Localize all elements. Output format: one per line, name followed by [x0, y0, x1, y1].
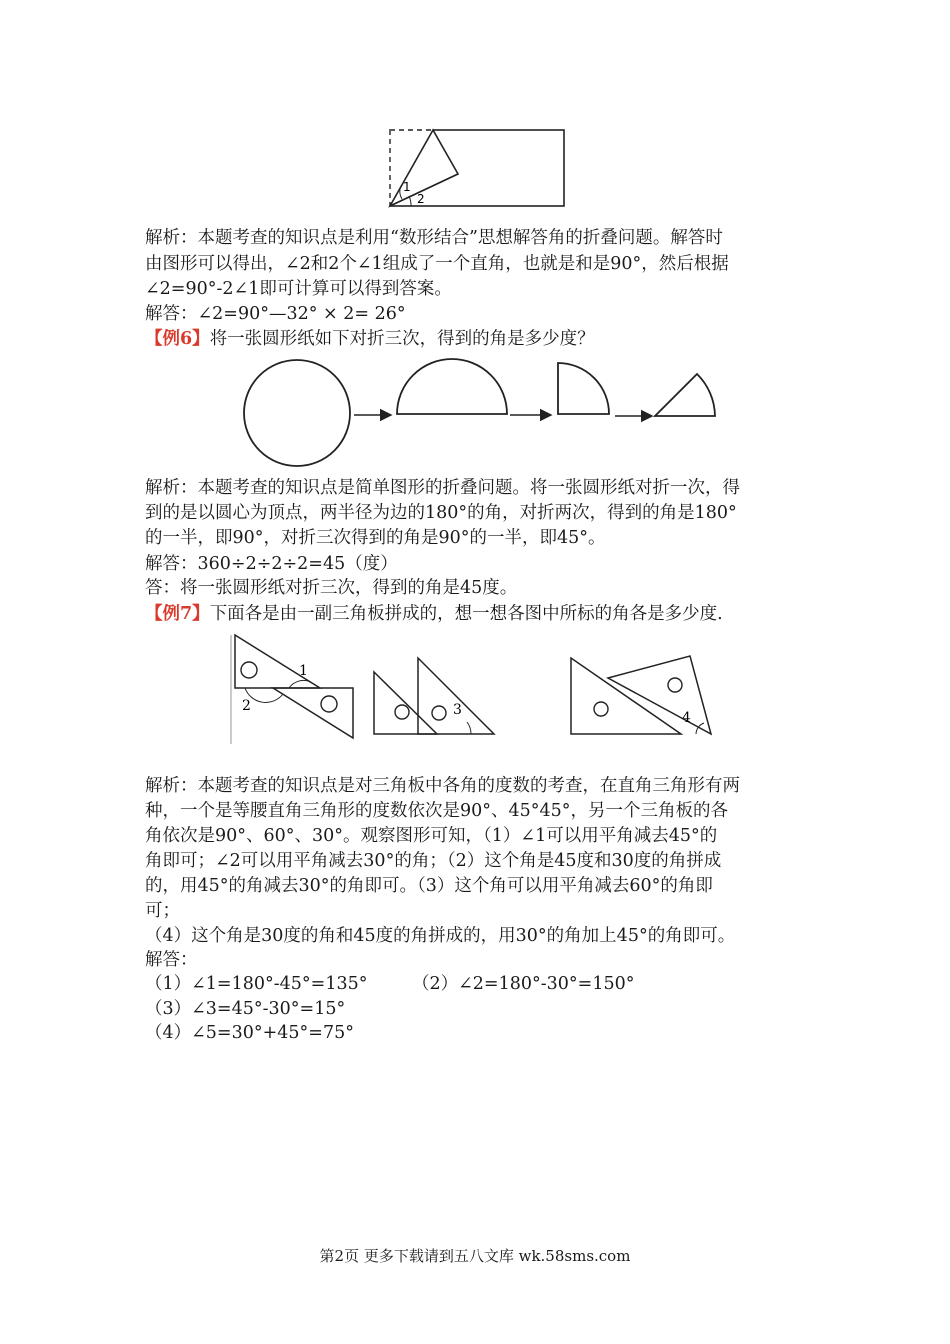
analysis-2-line-3: 的一半，即90°，对折三次得到的角是90°的一半，即45°。: [145, 528, 606, 548]
circle-folding-figure: [240, 358, 720, 470]
example-7-question: 下面各是由一副三角板拼成的，想一想各图中所标的角各是多少度.: [209, 604, 723, 624]
analysis-2-line-1: 解析：本题考查的知识点是简单图形的折叠问题。将一张圆形纸对折一次，得: [145, 478, 740, 498]
answer-1: 解答：∠2=90°—32° × 2= 26°: [145, 304, 406, 324]
triangle-rulers-figure: [225, 630, 725, 748]
answer-3-item-3: （3）∠3=45°-30°=15°: [145, 999, 346, 1019]
fig3-label-1: 1: [299, 663, 308, 679]
example-6-tag: 【例6】: [145, 329, 210, 349]
example-7-tag: 【例7】: [145, 604, 210, 624]
full-circle-shape: [244, 360, 350, 466]
answer-3-item-2: （2）∠2=180°-30°=150°: [412, 974, 635, 994]
analysis-3-line-1: 解析：本题考查的知识点是对三角板中各角的度数的考查，在直角三角形有两: [145, 776, 740, 796]
answer-3-item-4: （4）∠5=30°+45°=75°: [145, 1023, 354, 1043]
eighth-circle-shape: [655, 374, 715, 416]
fig3-label-2: 2: [242, 698, 251, 714]
page-footer: 第2页 更多下载请到五八文库 wk.58sms.com: [319, 1247, 631, 1265]
analysis-1-line-1: 解析：本题考查的知识点是利用“数形结合”思想解答角的折叠问题。解答时: [145, 228, 723, 248]
answer-2-calc: 解答：360÷2÷2÷2=45（度）: [145, 554, 398, 574]
analysis-3-line-4: 角即可；∠2可以用平角减去30°的角；（2）这个角是45度和30度的角拼成: [145, 851, 722, 871]
quarter-circle-shape: [558, 363, 609, 414]
analysis-3-line-6: 可；: [145, 901, 180, 921]
half-circle-shape: [397, 359, 507, 414]
analysis-3-line-5: 的，用45°的角减去30°的角即可。（3）这个角可以用平角减去60°的角即: [145, 876, 713, 896]
fig1-label-1: 1: [403, 180, 411, 194]
example-6-question: 将一张圆形纸如下对折三次，得到的角是多少度？: [209, 329, 595, 349]
fig3-label-3: 3: [453, 702, 462, 718]
answer-2-statement: 答：将一张圆形纸对折三次，得到的角是45度。: [145, 578, 518, 598]
example-7-heading: [145, 602, 723, 626]
fig1-label-2: 2: [417, 192, 425, 206]
analysis-3-line-3: 角依次是90°、60°、30°。观察图形可知，（1）∠1可以用平角减去45°的: [145, 826, 718, 846]
analysis-1-line-3: ∠2=90°-2∠1即可计算可以得到答案。: [145, 279, 452, 299]
fig3-label-4: 4: [682, 710, 691, 726]
answer-3-item-1: （1）∠1=180°-45°=135°: [145, 974, 368, 994]
analysis-2-line-2: 到的是以圆心为顶点，两半径为边的180°的角，对折两次，得到的角是180°: [145, 503, 737, 523]
analysis-3-line-2: 种，一个是等腰直角三角形的度数依次是90°、45°45°，另一个三角板的各: [145, 801, 729, 821]
analysis-3-line-7: （4）这个角是30度的角和45度的角拼成的，用30°的角加上45°的角即可。: [145, 926, 736, 946]
example-6-heading: [145, 327, 595, 351]
analysis-1-line-2: 由图形可以得出，∠2和2个∠1组成了一个直角，也就是和是90°，然后根据: [145, 254, 729, 274]
folded-rectangle-figure: [385, 128, 567, 210]
answer-3-label: 解答：: [145, 950, 198, 970]
